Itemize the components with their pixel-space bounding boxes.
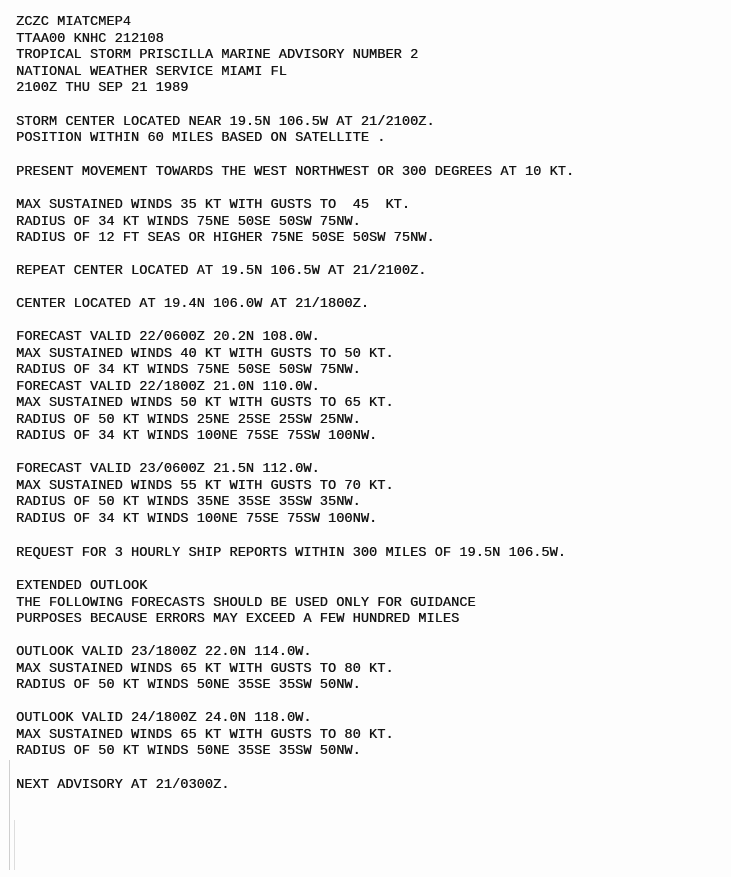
header-line-bulletin-code: ZCZC MIATCMEP4 — [16, 15, 131, 30]
forecast-2-radius-50-line: RADIUS OF 50 KT WINDS 25NE 25SE 25SW 25NW. — [16, 413, 361, 428]
forecast-2-winds-line: MAX SUSTAINED WINDS 50 KT WITH GUSTS TO 65 KT. — [16, 396, 394, 411]
scan-edge-mark — [14, 820, 15, 870]
repeat-center-line: REPEAT CENTER LOCATED AT 19.5N 106.5W AT 21/2100Z. — [16, 264, 427, 279]
forecast-3-radius-34-line: RADIUS OF 34 KT WINDS 100NE 75SE 75SW 100NW. — [16, 512, 378, 527]
guidance-note-line-1: THE FOLLOWING FORECASTS SHOULD BE USED ONLY FOR GUIDANCE — [16, 596, 476, 611]
forecast-3-winds-line: MAX SUSTAINED WINDS 55 KT WITH GUSTS TO 70 KT. — [16, 479, 394, 494]
header-line-title: TROPICAL STORM PRISCILLA MARINE ADVISORY NUMBER 2 — [16, 48, 419, 63]
outlook-2-valid-line: OUTLOOK VALID 24/1800Z 24.0N 118.0W. — [16, 711, 312, 726]
outlook-1-winds-line: MAX SUSTAINED WINDS 65 KT WITH GUSTS TO 80 KT. — [16, 662, 394, 677]
forecast-2-radius-34-line: RADIUS OF 34 KT WINDS 100NE 75SE 75SW 100NW. — [16, 429, 378, 444]
max-winds-line: MAX SUSTAINED WINDS 35 KT WITH GUSTS TO 45 KT. — [16, 198, 410, 213]
outlook-1-valid-line: OUTLOOK VALID 23/1800Z 22.0N 114.0W. — [16, 645, 312, 660]
extended-outlook-heading: EXTENDED OUTLOOK — [16, 579, 148, 594]
forecast-1-radius-line: RADIUS OF 34 KT WINDS 75NE 50SE 50SW 75NW. — [16, 363, 361, 378]
header-line-issuing-office: NATIONAL WEATHER SERVICE MIAMI FL — [16, 65, 287, 80]
ship-reports-request-line: REQUEST FOR 3 HOURLY SHIP REPORTS WITHIN 300 MILES OF 19.5N 106.5W. — [16, 546, 566, 561]
next-advisory-line: NEXT ADVISORY AT 21/0300Z. — [16, 778, 230, 793]
forecast-2-valid-line: FORECAST VALID 22/1800Z 21.0N 110.0W. — [16, 380, 320, 395]
outlook-2-winds-line: MAX SUSTAINED WINDS 65 KT WITH GUSTS TO 80 KT. — [16, 728, 394, 743]
previous-center-line: CENTER LOCATED AT 19.4N 106.0W AT 21/1800Z. — [16, 297, 369, 312]
header-line-wmo-header: TTAA00 KNHC 212108 — [16, 32, 164, 47]
seas-radius-line: RADIUS OF 12 FT SEAS OR HIGHER 75NE 50SE 50SW 75NW. — [16, 231, 435, 246]
forecast-1-valid-line: FORECAST VALID 22/0600Z 20.2N 108.0W. — [16, 330, 320, 345]
guidance-note-line-2: PURPOSES BECAUSE ERRORS MAY EXCEED A FEW HUNDRED MILES — [16, 612, 460, 627]
scan-edge-mark — [9, 760, 10, 870]
position-accuracy-line: POSITION WITHIN 60 MILES BASED ON SATELLITE . — [16, 131, 386, 146]
forecast-3-radius-50-line: RADIUS OF 50 KT WINDS 35NE 35SE 35SW 35NW. — [16, 495, 361, 510]
outlook-2-radius-line: RADIUS OF 50 KT WINDS 50NE 35SE 35SW 50NW. — [16, 744, 361, 759]
present-movement-line: PRESENT MOVEMENT TOWARDS THE WEST NORTHWEST OR 300 DEGREES AT 10 KT. — [16, 165, 575, 180]
outlook-1-radius-line: RADIUS OF 50 KT WINDS 50NE 35SE 35SW 50NW. — [16, 678, 361, 693]
storm-center-line: STORM CENTER LOCATED NEAR 19.5N 106.5W AT 21/2100Z. — [16, 115, 435, 130]
wind-radius-line: RADIUS OF 34 KT WINDS 75NE 50SE 50SW 75NW. — [16, 215, 361, 230]
forecast-3-valid-line: FORECAST VALID 23/0600Z 21.5N 112.0W. — [16, 462, 320, 477]
header-line-issue-time: 2100Z THU SEP 21 1989 — [16, 81, 189, 96]
forecast-1-winds-line: MAX SUSTAINED WINDS 40 KT WITH GUSTS TO 50 KT. — [16, 347, 394, 362]
